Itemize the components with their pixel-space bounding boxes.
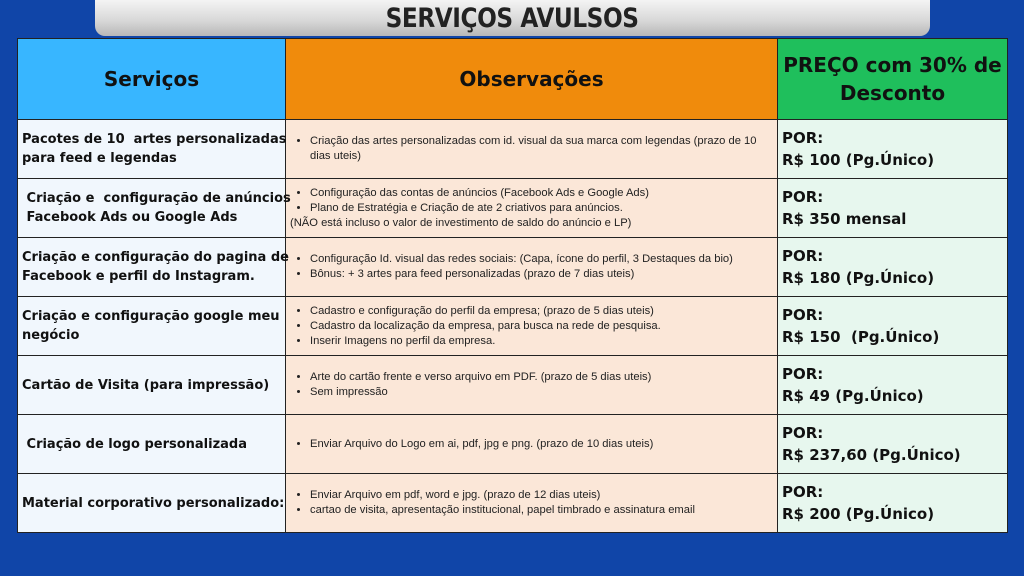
observations-list — [290, 304, 773, 349]
observation-item: • Criação das artes personalizadas com id. visual da sua marca com legendas (prazo de 10 dias uteis) — [310, 134, 773, 164]
table-row — [18, 120, 1008, 179]
observations-cell — [286, 179, 778, 238]
service-name-line1: Criação e configuração do pagina de — [22, 250, 289, 265]
observations-cell — [286, 297, 778, 356]
price-cell — [778, 474, 1008, 533]
service-name-line1: Material corporativo personalizado: — [22, 495, 285, 511]
price-value: R$ 150 (Pg.Único) — [782, 328, 940, 346]
service-name-line1: Criação de logo personalizada — [22, 436, 247, 452]
header-price-line1: PREÇO com 30% de — [783, 53, 1002, 77]
service-cell — [18, 415, 286, 474]
price-cell — [778, 415, 1008, 474]
service-cell — [18, 120, 286, 179]
table-header-row — [18, 39, 1008, 120]
observation-item: • Sem impressão — [310, 385, 773, 400]
observation-item: • Inserir Imagens no perfil da empresa. — [310, 334, 773, 349]
service-cell — [18, 179, 291, 238]
price-value: R$ 49 (Pg.Único) — [782, 387, 924, 405]
price-value: R$ 200 (Pg.Único) — [782, 505, 935, 523]
observation-item: • Cadastro e configuração do perfil da empresa; (prazo de 5 dias uteis) — [310, 304, 773, 319]
table-row — [18, 179, 1008, 238]
price-label: POR: — [782, 247, 824, 265]
observation-item: • Enviar Arquivo em pdf, word e jpg. (prazo de 12 dias uteis) — [310, 488, 773, 503]
header-price — [778, 39, 1008, 120]
price-cell — [778, 238, 1008, 297]
price-label: POR: — [782, 129, 824, 147]
observation-item: • Arte do cartão frente e verso arquivo em PDF. (prazo de 5 dias uteis) — [310, 370, 773, 385]
table-row — [18, 474, 1008, 533]
observation-note: (NÃO está incluso o valor de investimento de saldo do anúncio e LP) — [290, 216, 632, 229]
observations-cell — [286, 238, 778, 297]
observations-list — [290, 134, 773, 164]
service-name-line2: Facebook Ads ou Google Ads — [22, 210, 238, 225]
observation-item: • Configuração Id. visual das redes sociais: (Capa, ícone do perfil, 3 Destaques da bio) — [310, 252, 773, 267]
service-name-line1: Criação e configuração de anúncios — [22, 191, 291, 206]
services-table — [17, 38, 1008, 533]
observations-list — [290, 252, 773, 282]
price-value: R$ 100 (Pg.Único) — [782, 151, 935, 169]
observations-cell — [286, 120, 778, 179]
observations-cell — [286, 356, 778, 415]
observation-item: • cartao de visita, apresentação institucional, papel timbrado e assinatura email — [310, 503, 773, 518]
observation-item: • Plano de Estratégia e Criação de ate 2 criativos para anúncios. — [310, 201, 773, 216]
observations-list — [290, 370, 773, 400]
service-name-line2: negócio — [22, 328, 80, 343]
observations-list — [290, 186, 773, 216]
price-cell — [778, 356, 1008, 415]
service-cell — [18, 474, 286, 533]
header-services: Serviços — [18, 39, 286, 120]
service-name-line1: Pacotes de 10 artes personalizadas — [22, 132, 287, 147]
service-name-line2: Facebook e perfil do Instagram. — [22, 269, 255, 284]
service-cell — [18, 356, 286, 415]
observation-item: • Configuração das contas de anúncios (Facebook Ads e Google Ads) — [310, 186, 773, 201]
title-banner — [95, 0, 930, 36]
table-row — [18, 238, 1008, 297]
service-cell — [18, 297, 286, 356]
price-cell — [778, 297, 1008, 356]
price-label: POR: — [782, 306, 824, 324]
header-observations: Observações — [286, 39, 778, 120]
observations-list — [290, 488, 773, 518]
table-row — [18, 297, 1008, 356]
service-name-line2: para feed e legendas — [22, 151, 177, 166]
price-value: R$ 180 (Pg.Único) — [782, 269, 935, 287]
price-label: POR: — [782, 365, 824, 383]
observation-item: • Cadastro da localização da empresa, para busca na rede de pesquisa. — [310, 319, 773, 334]
observations-cell — [286, 415, 778, 474]
price-cell — [778, 179, 1008, 238]
service-cell — [18, 238, 289, 297]
table-row — [18, 415, 1008, 474]
service-name-line1: Cartão de Visita (para impressão) — [22, 377, 270, 393]
table-row — [18, 356, 1008, 415]
price-value: R$ 237,60 (Pg.Único) — [782, 446, 961, 464]
observation-item: • Enviar Arquivo do Logo em ai, pdf, jpg e png. (prazo de 10 dias uteis) — [310, 437, 773, 452]
price-label: POR: — [782, 483, 824, 501]
price-label: POR: — [782, 188, 824, 206]
observations-list — [290, 437, 773, 452]
price-cell — [778, 120, 1008, 179]
page-title: SERVIÇOS AVULSOS — [385, 2, 639, 34]
price-value: R$ 350 mensal — [782, 210, 907, 228]
header-price-line2: Desconto — [839, 81, 946, 105]
service-name-line1: Criação e configuração google meu — [22, 309, 280, 324]
observations-cell — [286, 474, 778, 533]
observation-item: • Bônus: + 3 artes para feed personalizadas (prazo de 7 dias uteis) — [310, 267, 773, 282]
price-label: POR: — [782, 424, 824, 442]
